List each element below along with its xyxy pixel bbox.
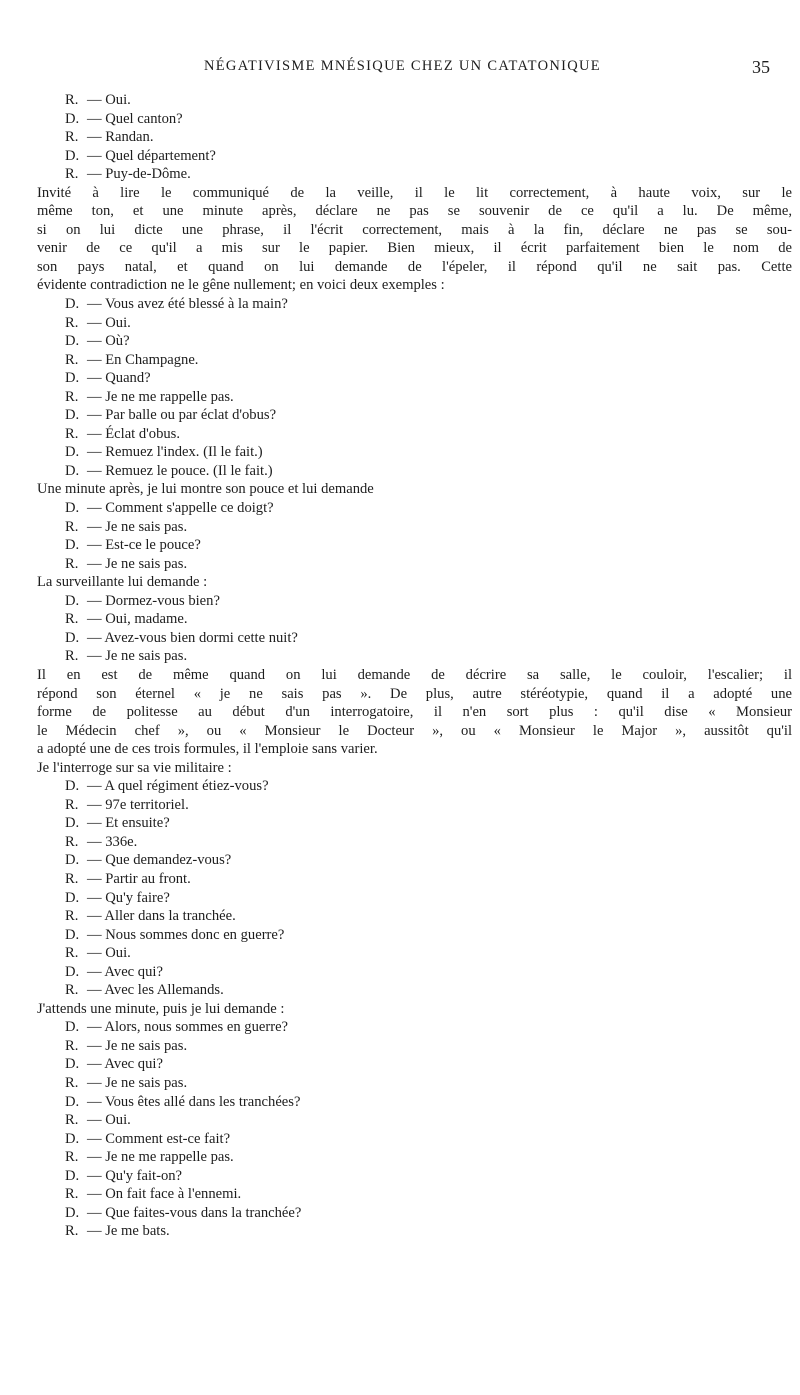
- dialogue-line: [37, 462, 792, 481]
- paragraph-line: son pays natal, et quand on lui demande de l'épeler, il répond qu'il ne sait pas. Cette: [37, 258, 792, 275]
- dialogue-line: [37, 128, 792, 147]
- dialogue-text: — Dormez-vous bien?: [87, 592, 220, 609]
- dialogue-line: [37, 981, 792, 1000]
- dialogue-text: — Avez-vous bien dormi cette nuit?: [87, 629, 298, 646]
- dialogue-line: [37, 833, 792, 852]
- dialogue-text: — Remuez le pouce. (Il le fait.): [87, 462, 273, 479]
- dialogue-text: — Oui.: [87, 1112, 131, 1129]
- dialogue-line: [37, 110, 792, 129]
- dialogue-line: [37, 1222, 792, 1241]
- dialogue-line: [37, 814, 792, 833]
- speaker-label: R.: [65, 833, 79, 850]
- dialogue-text: — A quel régiment étiez-vous?: [87, 778, 269, 795]
- dialogue-text: — Je ne sais pas.: [87, 1037, 188, 1054]
- speaker-label: D.: [65, 1204, 80, 1221]
- speaker-label: D.: [65, 963, 80, 980]
- speaker-label: D.: [65, 778, 80, 795]
- dialogue-line: [37, 851, 792, 870]
- dialogue-line: [37, 314, 792, 333]
- paragraph-line: Invité à lire le communiqué de la veille, il le lit correctement, à haute voix, sur le: [37, 184, 792, 201]
- dialogue-line: [37, 1093, 792, 1112]
- dialogue-text: — Qu'y faire?: [87, 889, 170, 906]
- speaker-label: D.: [65, 1056, 80, 1073]
- dialogue-text: — Vous avez été blessé à la main?: [87, 296, 288, 313]
- paragraph-line: évidente contradiction ne le gêne nullement; en voici deux exemples :: [37, 277, 445, 294]
- dialogue-text: — Quel département?: [87, 147, 216, 164]
- paragraph-line: même ton, et une minute après, déclare ne pas se souvenir de ce qu'il a lu. De même,: [37, 203, 792, 220]
- speaker-label: D.: [65, 147, 80, 164]
- speaker-label: R.: [65, 518, 79, 535]
- dialogue-text: — 336e.: [87, 833, 138, 850]
- dialogue-text: — Est-ce le pouce?: [87, 537, 201, 554]
- dialogue-line: [37, 1204, 792, 1223]
- dialogue-line: [37, 165, 792, 184]
- speaker-label: R.: [65, 92, 79, 108]
- dialogue-text: — Partir au front.: [87, 870, 191, 887]
- speaker-label: R.: [65, 388, 79, 405]
- speaker-label: D.: [65, 444, 80, 461]
- dialogue-line: [37, 91, 792, 110]
- speaker-label: R.: [65, 1037, 79, 1054]
- speaker-label: R.: [65, 1186, 79, 1203]
- paragraph-line: le Médecin chef », ou « Monsieur le Docteur », ou « Monsieur le Major », aussitôt qu'il: [37, 722, 792, 739]
- paragraph-line: forme de politesse au début d'un interrogatoire, il n'en sort plus : qu'il dise « Monsieur: [37, 704, 792, 721]
- dialogue-line: [37, 1167, 792, 1186]
- speaker-label: D.: [65, 333, 80, 350]
- paragraph-line: si on lui dicte une phrase, il l'écrit correctement, mais à la fin, déclare ne pas se sou-: [37, 221, 792, 238]
- dialogue-line: [37, 147, 792, 166]
- dialogue-line: [37, 1037, 792, 1056]
- dialogue-text: — Où?: [87, 333, 130, 350]
- dialogue-line: [37, 1018, 792, 1037]
- dialogue-line: [37, 610, 792, 629]
- dialogue-text: — Avec qui?: [87, 963, 163, 980]
- speaker-label: D.: [65, 1130, 80, 1147]
- speaker-label: D.: [65, 500, 80, 517]
- speaker-label: D.: [65, 407, 80, 424]
- dialogue-text: — En Champagne.: [87, 351, 199, 368]
- speaker-label: D.: [65, 370, 80, 387]
- speaker-label: D.: [65, 926, 80, 943]
- dialogue-text: — Randan.: [87, 129, 154, 146]
- dialogue-line: [37, 443, 792, 462]
- speaker-label: R.: [65, 945, 79, 962]
- dialogue-text: — Qu'y fait-on?: [87, 1167, 183, 1184]
- speaker-label: R.: [65, 908, 79, 925]
- speaker-label: R.: [65, 648, 79, 665]
- speaker-label: R.: [65, 982, 79, 999]
- paragraph-line: Je l'interroge sur sa vie militaire :: [37, 759, 232, 776]
- dialogue-text: — Que faites-vous dans la tranchée?: [87, 1204, 302, 1221]
- dialogue-line: [37, 926, 792, 945]
- paragraph-line: venir de ce qu'il a mis sur le papier. Bien mieux, il écrit parfaitement bien le nom de: [37, 240, 792, 257]
- dialogue-text: — Oui.: [87, 945, 131, 962]
- speaker-label: D.: [65, 537, 80, 554]
- dialogue-line: [37, 518, 792, 537]
- dialogue-line: [37, 1074, 792, 1093]
- dialogue-line: [37, 332, 792, 351]
- dialogue-text: — On fait face à l'ennemi.: [87, 1186, 242, 1203]
- dialogue-line: [37, 536, 792, 555]
- dialogue-text: — Comment est-ce fait?: [87, 1130, 231, 1147]
- dialogue-line: [37, 406, 792, 425]
- speaker-label: R.: [65, 611, 79, 628]
- dialogue-text: — Remuez l'index. (Il le fait.): [87, 444, 263, 461]
- dialogue-text: — Que demandez-vous?: [87, 852, 232, 869]
- dialogue-line: [37, 295, 792, 314]
- dialogue-text: — Comment s'appelle ce doigt?: [87, 500, 274, 517]
- speaker-label: D.: [65, 110, 80, 127]
- dialogue-line: [37, 1055, 792, 1074]
- dialogue-line: [37, 1111, 792, 1130]
- dialogue-text: — Je ne me rappelle pas.: [87, 388, 234, 405]
- dialogue-line: [37, 796, 792, 815]
- dialogue-text: — Je ne sais pas.: [87, 555, 188, 572]
- paragraph-line: Une minute après, je lui montre son pouce et lui demande: [37, 481, 374, 498]
- dialogue-text: — Avec les Allemands.: [87, 982, 224, 999]
- speaker-label: D.: [65, 592, 80, 609]
- dialogue-text: — Quand?: [87, 370, 151, 387]
- dialogue-text: — Je ne me rappelle pas.: [87, 1149, 234, 1166]
- dialogue-line: [37, 592, 792, 611]
- paragraph-line: a adopté une de ces trois formules, il l'emploie sans varier.: [37, 741, 378, 758]
- dialogue-text: — Oui.: [87, 314, 131, 331]
- speaker-label: D.: [65, 815, 80, 832]
- dialogue-line: [37, 388, 792, 407]
- dialogue-line: [37, 963, 792, 982]
- dialogue-line: [37, 369, 792, 388]
- speaker-label: R.: [65, 166, 79, 183]
- dialogue-line: [37, 555, 792, 574]
- dialogue-text: — Je me bats.: [87, 1223, 170, 1240]
- paragraph-line: J'attends une minute, puis je lui demande :: [37, 1000, 285, 1017]
- dialogue-text: — Quel canton?: [87, 110, 183, 127]
- dialogue-line: [37, 1148, 792, 1167]
- dialogue-text: — Et ensuite?: [87, 815, 170, 832]
- dialogue-line: [37, 629, 792, 648]
- speaker-label: R.: [65, 351, 79, 368]
- speaker-label: D.: [65, 1093, 80, 1110]
- speaker-label: R.: [65, 1112, 79, 1129]
- speaker-label: D.: [65, 1019, 80, 1036]
- dialogue-line: [37, 870, 792, 889]
- dialogue-line: [37, 1185, 792, 1204]
- dialogue-line: [37, 889, 792, 908]
- dialogue-line: [37, 777, 792, 796]
- dialogue-text: — Avec qui?: [87, 1056, 163, 1073]
- dialogue-text: — 97e territoriel.: [87, 796, 189, 813]
- speaker-label: D.: [65, 629, 80, 646]
- speaker-label: R.: [65, 1149, 79, 1166]
- speaker-label: R.: [65, 314, 79, 331]
- speaker-label: R.: [65, 870, 79, 887]
- speaker-label: R.: [65, 796, 79, 813]
- speaker-label: D.: [65, 1167, 80, 1184]
- dialogue-line: [37, 499, 792, 518]
- speaker-label: R.: [65, 129, 79, 146]
- dialogue-text: — Éclat d'obus.: [87, 425, 181, 442]
- dialogue-text: — Nous sommes donc en guerre?: [87, 926, 285, 943]
- dialogue-text: — Je ne sais pas.: [87, 518, 188, 535]
- dialogue-text: — Je ne sais pas.: [87, 1074, 188, 1091]
- speaker-label: D.: [65, 889, 80, 906]
- dialogue-text: — Je ne sais pas.: [87, 648, 188, 665]
- dialogue-line: [37, 647, 792, 666]
- dialogue-line: [37, 425, 792, 444]
- speaker-label: D.: [65, 852, 80, 869]
- speaker-label: R.: [65, 555, 79, 572]
- dialogue-text: — Oui.: [87, 92, 131, 108]
- speaker-label: R.: [65, 1223, 79, 1240]
- speaker-label: D.: [65, 296, 80, 313]
- dialogue-line: [37, 944, 792, 963]
- dialogue-text: — Par balle ou par éclat d'obus?: [87, 407, 277, 424]
- dialogue-line: [37, 351, 792, 370]
- paragraph-line: Il en est de même quand on lui demande de décrire sa salle, le couloir, l'escalier; il: [37, 666, 792, 683]
- dialogue-text: — Vous êtes allé dans les tranchées?: [87, 1093, 301, 1110]
- dialogue-text: — Puy-de-Dôme.: [87, 166, 191, 183]
- dialogue-text: — Alors, nous sommes en guerre?: [87, 1019, 289, 1036]
- page-number: 35: [752, 57, 770, 77]
- page-body: [37, 91, 792, 1241]
- dialogue-text: — Aller dans la tranchée.: [87, 908, 236, 925]
- speaker-label: R.: [65, 1074, 79, 1091]
- paragraph-line: La surveillante lui demande :: [37, 574, 208, 591]
- dialogue-line: [37, 907, 792, 926]
- dialogue-line: [37, 1130, 792, 1149]
- speaker-label: R.: [65, 425, 79, 442]
- page-header: [0, 58, 800, 82]
- paragraph-line: répond son éternel « je ne sais pas ». De plus, autre stéréotypie, quand il a adopté une: [37, 685, 792, 702]
- dialogue-text: — Oui, madame.: [87, 611, 188, 628]
- speaker-label: D.: [65, 462, 80, 479]
- running-title: NÉGATIVISME MNÉSIQUE CHEZ UN CATATONIQUE: [204, 58, 601, 74]
